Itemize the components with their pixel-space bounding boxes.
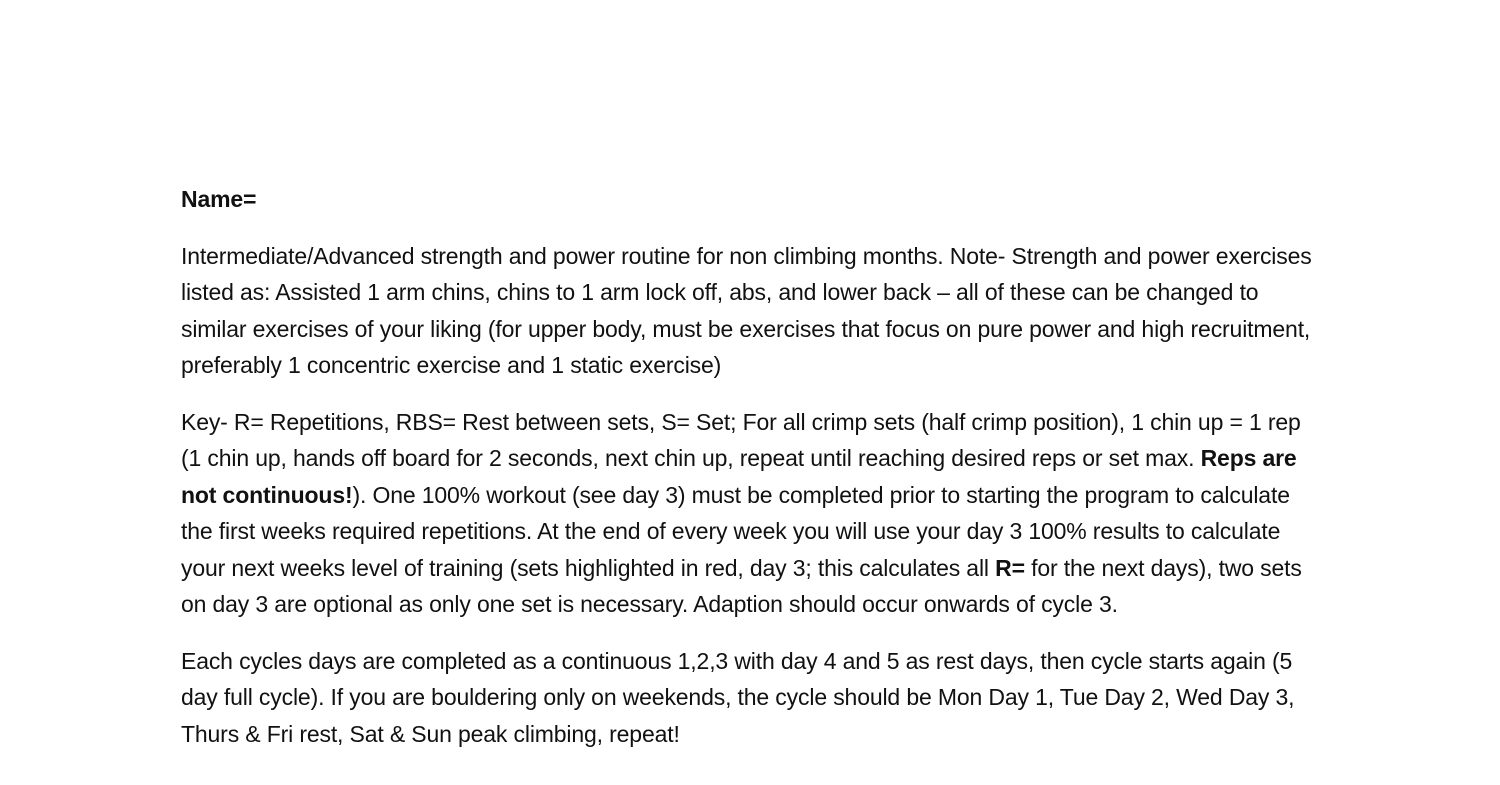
key-text-part2: ). One 100% workout (see day 3) must be completed prior to starting the program to calculate the first weeks required repetitions. At the end of every week you will use your day 3 100% results to calculate your next weeks level of training (sets highlighted in red, day 3; this calculates all <box>181 481 1290 581</box>
cycle-paragraph: Each cycles days are completed as a continuous 1,2,3 with day 4 and 5 as rest days, then cycle starts again (5 day full cycle). If you are bouldering only on weekends, the cycle should be Mon Day 1, Tue Day 2, Wed Day 3, Thurs & Fri rest, Sat & Sun peak climbing, repeat! <box>181 647 1295 747</box>
document-body <box>181 181 1326 772</box>
key-text-part1: Key- R= Repetitions, RBS= Rest between sets, S= Set; For all crimp sets (half crimp position), 1 chin up = 1 rep (1 chin up, hands off board for 2 seconds, next chin up, repeat until reaching desired reps or set max. <box>181 408 1301 471</box>
key-bold-r-label: R= <box>995 554 1025 581</box>
key-bold-reps-note: Reps are not continuous! <box>181 445 1297 508</box>
intro-paragraph: Intermediate/Advanced strength and power routine for non climbing months. Note- Strength and power exercises listed as: Assisted 1 arm chins, chins to 1 arm lock off, abs, and lower back – all of these can be changed to similar exercises of your liking (for upper body, must be exercises that focus on pure power and high recruitment, preferably 1 concentric exercise and 1 static exercise) <box>181 242 1312 378</box>
name-label: Name= <box>181 186 257 212</box>
key-text-part3: for the next days), two sets on day 3 are optional as only one set is necessary. Adaption should occur onwards of cycle 3. <box>181 554 1302 617</box>
key-paragraph <box>181 404 1326 623</box>
